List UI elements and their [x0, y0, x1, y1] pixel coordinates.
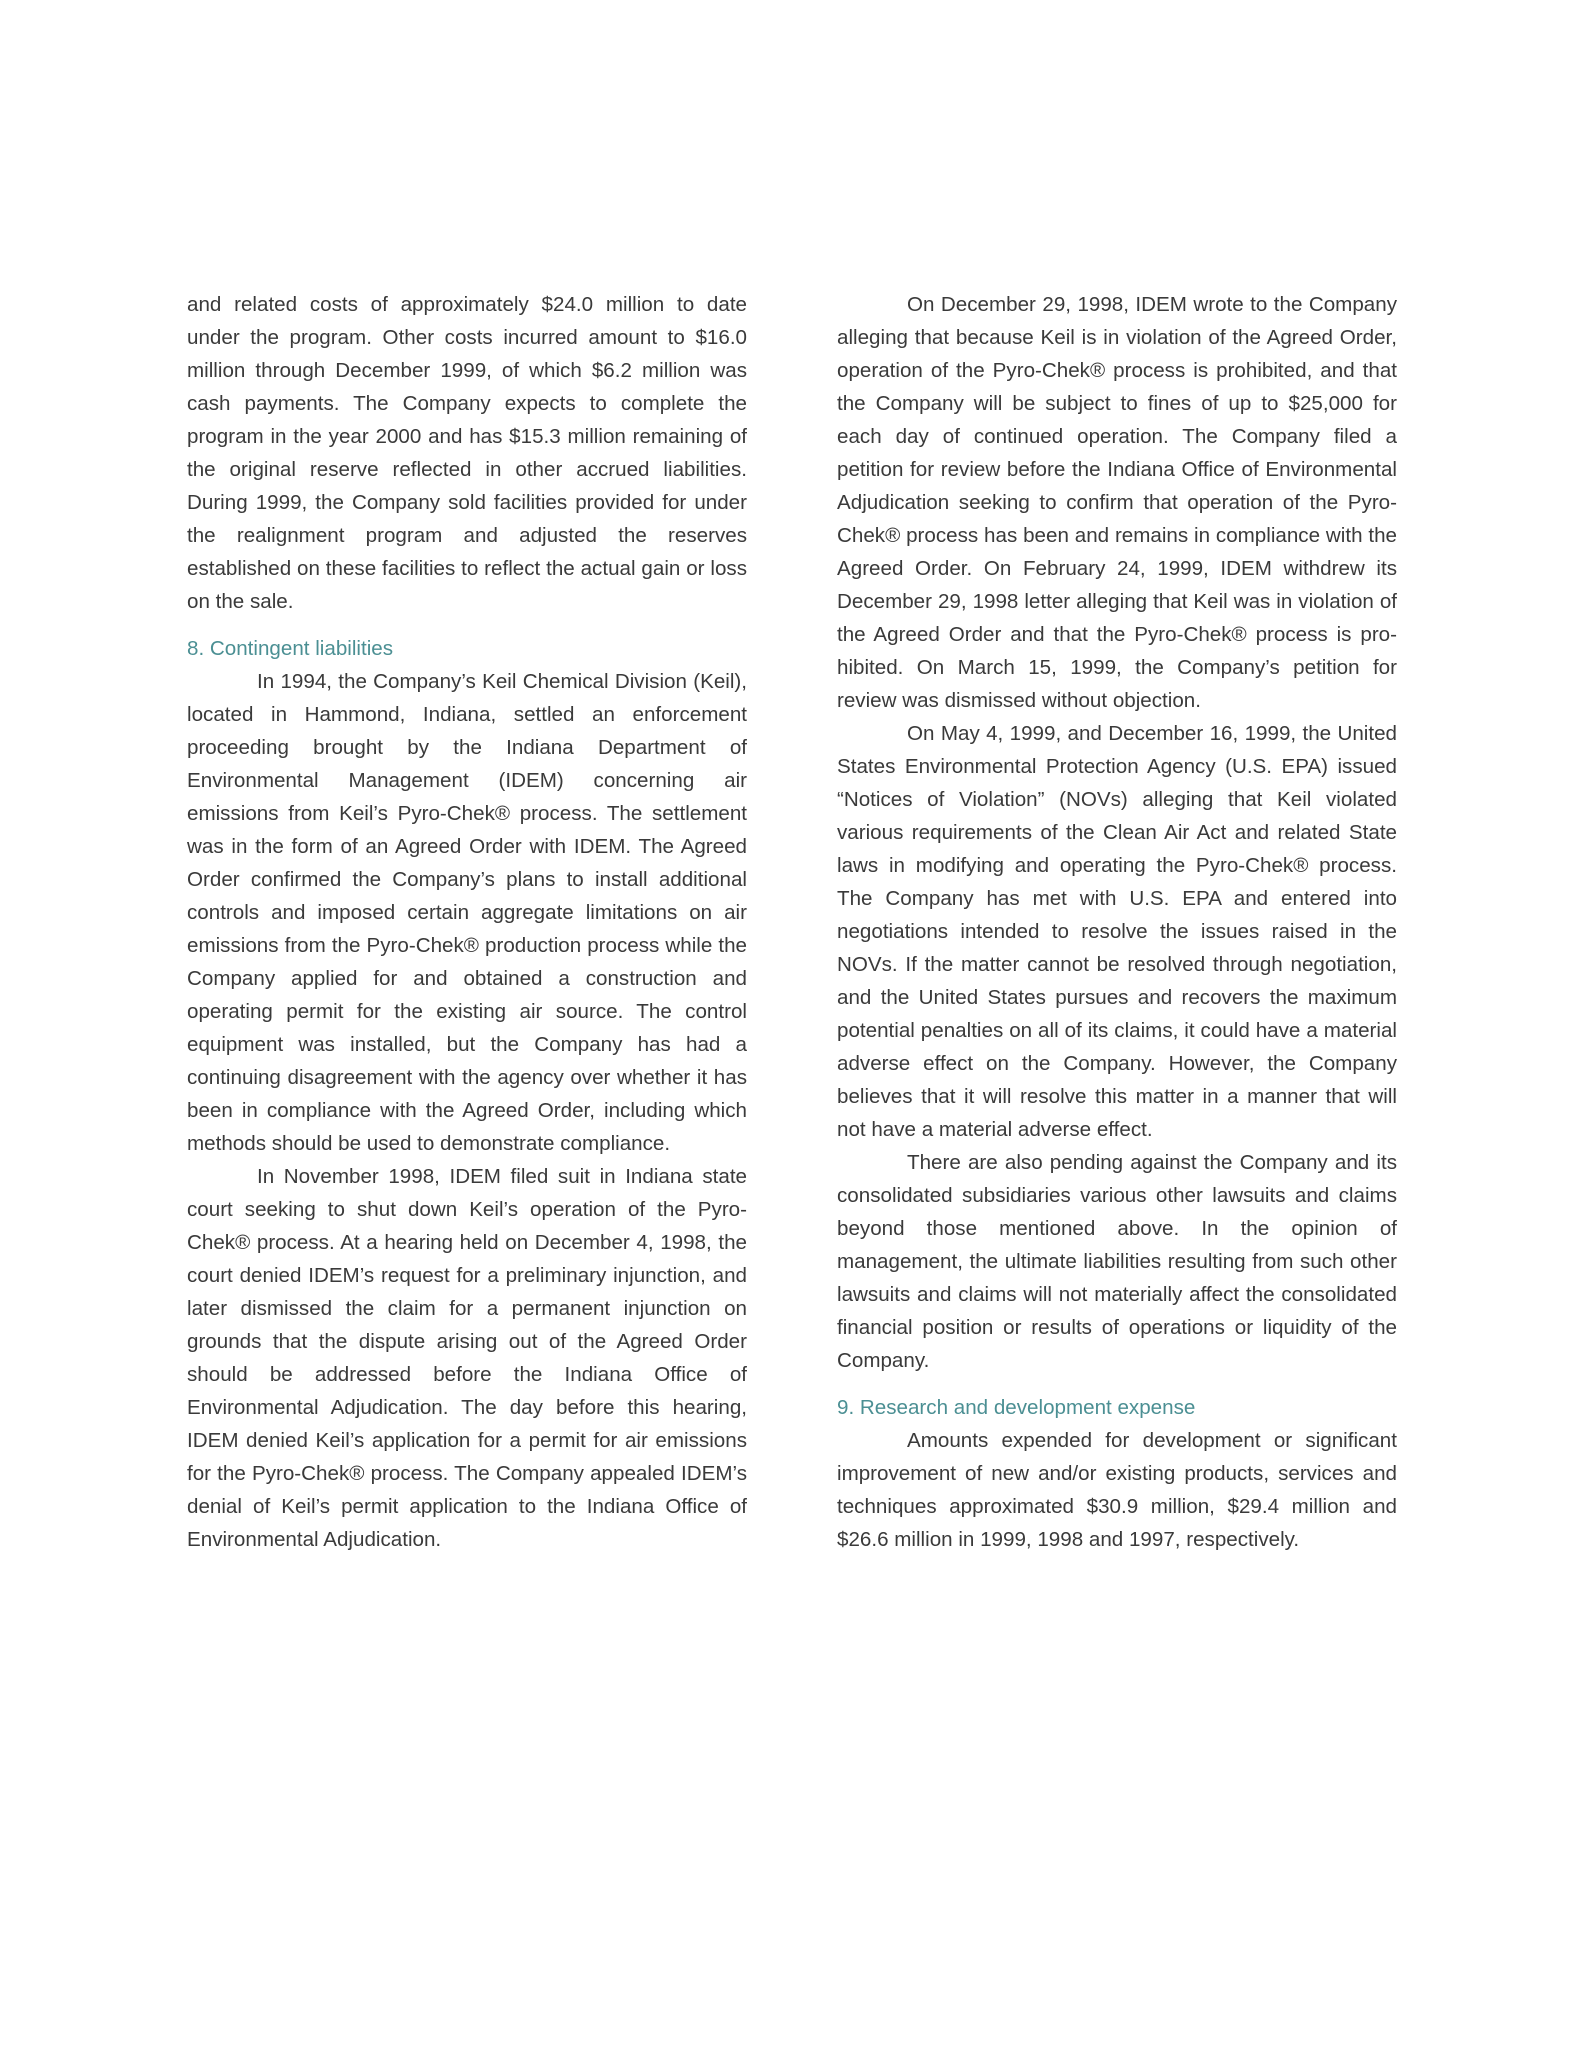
right-column: [837, 288, 1397, 1556]
paragraph-keil-enforcement: In 1994, the Company’s Keil Chemical Division (Keil), located in Hammond, Indiana, settled an enforcement proceeding brought by the Indiana Department of Environmental Management (IDEM) concerning air emissions from Keil’s Pyro-Chek® process. The settlement was in the form of an Agreed Order with IDEM. The Agreed Order confirmed the Company’s plans to install additional controls and imposed certain aggregate limitations on air emissions from the Pyro-Chek® production process while the Company applied for and obtained a construction and operating permit for the existing air source. The control equipment was installed, but the Company has had a continuing disagreement with the agency over whether it has been in compliance with the Agreed Order, including which methods should be used to demonstrate compliance.: [187, 670, 747, 1155]
paragraph-rd-expense: Amounts expended for development or significant improvement of new and/or existing products, services and techniques approximated $30.9 million, $29.4 million and $26.6 million in 1999, 1998 and 1997, respectively.: [837, 1429, 1397, 1551]
section-heading-contingent-liabilities: 8. Contingent liabilities: [187, 637, 394, 660]
paragraph-realignment-costs: and related costs of approximately $24.0 million to date under the program. Other costs incurred amount to $16.0 million through December 1999, of which $6.2 million was cash payments. The Company expects to complete the program in the year 2000 and has $15.3 million remaining of the original reserve reflected in other accrued liabilities. During 1999, the Company sold facilities provided for under the realignment program and adjusted the reserves established on these facilities to reflect the actual gain or loss on the sale.: [187, 293, 747, 613]
paragraph-idem-suit: In November 1998, IDEM filed suit in Indiana state court seeking to shut down Keil’s operation of the Pyro-Chek® process. At a hearing held on December 4, 1998, the court denied IDEM’s request for a preliminary injunction, and later dismissed the claim for a permanent injunction on grounds that the dispute arising out of the Agreed Order should be addressed before the Indiana Office of Environmental Adjudication. The day before this hearing, IDEM denied Keil’s application for a permit for air emissions for the Pyro-Chek® process. The Company appealed IDEM’s denial of Keil’s permit application to the Indiana Office of Environmental Adjudication.: [187, 1165, 747, 1551]
section-heading-research-development: 9. Research and development expense: [837, 1396, 1196, 1419]
paragraph-idem-letter: On December 29, 1998, IDEM wrote to the Company alleging that because Keil is in violation of the Agreed Order, operation of the Pyro-Chek® process is prohibited, and that the Company will be subject to fines of up to $25,000 for each day of continued operation. The Company filed a petition for review before the Indiana Office of Environmental Adjudication seeking to confirm that operation of the Pyro-Chek® process has been and remains in compliance with the Agreed Order. On February 24, 1999, IDEM withdrew its December 29, 1998 letter alleging that Keil was in violation of the Agreed Order and that the Pyro-Chek® process is prohibited. On March 15, 1999, the Company’s petition for review was dismissed without objection.: [837, 293, 1397, 712]
paragraph-epa-novs: On May 4, 1999, and December 16, 1999, the United States Environmental Protection Agency (U.S. EPA) issued “Notices of Violation” (NOVs) alleging that Keil violated various requirements of the Clean Air Act and related State laws in modifying and operating the Pyro-Chek® process. The Company has met with U.S. EPA and entered into negotiations intended to resolve the issues raised in the NOVs. If the matter cannot be resolved through negotiation, and the United States pursues and recovers the maximum potential penalties on all of its claims, it could have a material adverse effect on the Company. However, the Company believes that it will resolve this matter in a manner that will not have a material adverse effect.: [837, 722, 1397, 1141]
paragraph-other-lawsuits: There are also pending against the Company and its consolidated subsidiaries various other lawsuits and claims beyond those mentioned above. In the opinion of management, the ultimate liabilities resulting from such other lawsuits and claims will not materially affect the consolidated financial position or results of operations or liquidity of the Company.: [837, 1151, 1397, 1372]
left-column: [187, 288, 747, 1556]
